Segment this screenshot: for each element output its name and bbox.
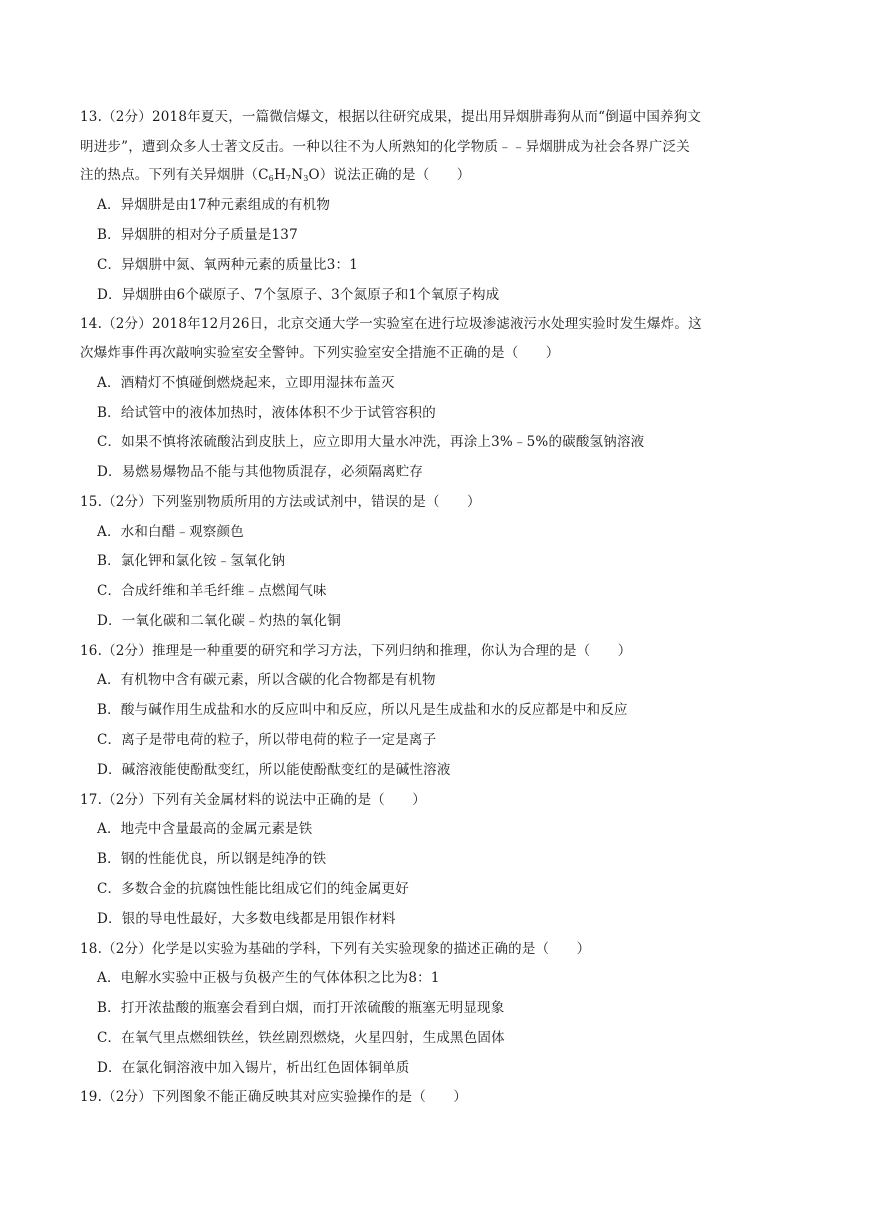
option-a: A．异烟肼是由17种元素组成的有机物 — [97, 197, 331, 213]
option-b: B．异烟肼的相对分子质量是137 — [97, 227, 298, 243]
option-c: C．离子是带电荷的粒子，所以带电荷的粒子一定是离子 — [97, 732, 437, 748]
question-stem-line: 14.（2分）2018年12月26日，北京交通大学一实验室在进行垃圾渗滤液污水处理实验时发生爆炸。这 — [80, 316, 702, 332]
option-a: A．酒精灯不慎碰倒燃烧起来，立即用湿抹布盖灭 — [97, 375, 395, 391]
question-stem-line: 13.（2分）2018年夏天，一篇微信爆文，根据以往研究成果，提出用异烟肼毒狗从而“倒逼中国养狗文 — [80, 109, 702, 125]
question-stem-line: 明进步”，遭到众多人士著文反击。一种以往不为人所熟知的化学物质﹣﹣异烟肼成为社会各界广泛关 — [80, 139, 690, 155]
option-d: D．在氯化铜溶液中加入锡片，析出红色固体铜单质 — [97, 1060, 410, 1076]
option-a: A．电解水实验中正极与负极产生的气体体积之比为8：1 — [97, 970, 440, 986]
option-b: B．氯化钾和氯化铵﹣氢氧化钠 — [97, 553, 286, 569]
option-a: A．有机物中含有碳元素，所以含碳的化合物都是有机物 — [97, 672, 436, 688]
question-stem-line: 18.（2分）化学是以实验为基础的学科，下列有关实验现象的描述正确的是（ ） — [80, 941, 591, 957]
option-b: B．打开浓盐酸的瓶塞会看到白烟，而打开浓硫酸的瓶塞无明显现象 — [97, 1000, 505, 1016]
option-b: B．酸与碱作用生成盐和水的反应叫中和反应，所以凡是生成盐和水的反应都是中和反应 — [97, 702, 628, 718]
question-stem-line: 15.（2分）下列鉴别物质所用的方法或试剂中，错误的是（ ） — [80, 494, 481, 510]
option-d: D．碱溶液能使酚酞变红，所以能使酚酞变红的是碱性溶液 — [97, 762, 451, 778]
question-stem-line-formula: 注的热点。下列有关异烟肼$(C_6H_7N_3O)$说法正确的是（ ） — [80, 167, 471, 183]
option-a: A．水和白醋﹣观察颜色 — [97, 524, 244, 540]
question-stem-line: 16.（2分）推理是一种重要的研究和学习方法，下列归纳和推理，你认为合理的是（ ） — [80, 643, 632, 659]
option-c: C．合成纤维和羊毛纤维﹣点燃闻气味 — [97, 583, 327, 599]
option-d: D．银的导电性最好，大多数电线都是用银作材料 — [97, 911, 396, 927]
option-c: C．多数合金的抗腐蚀性能比组成它们的纯金属更好 — [97, 881, 409, 897]
question-stem-line: 17.（2分）下列有关金属材料的说法中正确的是（ ） — [80, 792, 426, 808]
option-d: D．易燃易爆物品不能与其他物质混存，必须隔离贮存 — [97, 464, 424, 480]
option-c: C．如果不慎将浓硫酸沾到皮肤上，应立即用大量水冲洗，再涂上3%﹣5%的碳酸氢钠溶液 — [97, 434, 645, 450]
option-c: C．异烟肼中氮、氧两种元素的质量比3：1 — [97, 257, 359, 273]
option-b: B．给试管中的液体加热时，液体体积不少于试管容积的 — [97, 405, 436, 421]
option-c: C．在氧气里点燃细铁丝，铁丝剧烈燃烧，火星四射，生成黑色固体 — [97, 1030, 505, 1046]
option-d: D．一氧化碳和二氧化碳﹣灼热的氧化铜 — [97, 613, 341, 629]
question-stem-line: 19.（2分）下列图象不能正确反映其对应实验操作的是（ ） — [80, 1089, 468, 1105]
option-d: D．异烟肼由6个碳原子、7个氢原子、3个氮原子和1个氧原子构成 — [97, 287, 500, 303]
question-stem-line: 次爆炸事件再次敲响实验室安全警钟。下列实验室安全措施不正确的是（ ） — [80, 345, 560, 361]
option-a: A．地壳中含量最高的金属元素是铁 — [97, 821, 313, 837]
option-b: B．钢的性能优良，所以钢是纯净的铁 — [97, 851, 327, 867]
